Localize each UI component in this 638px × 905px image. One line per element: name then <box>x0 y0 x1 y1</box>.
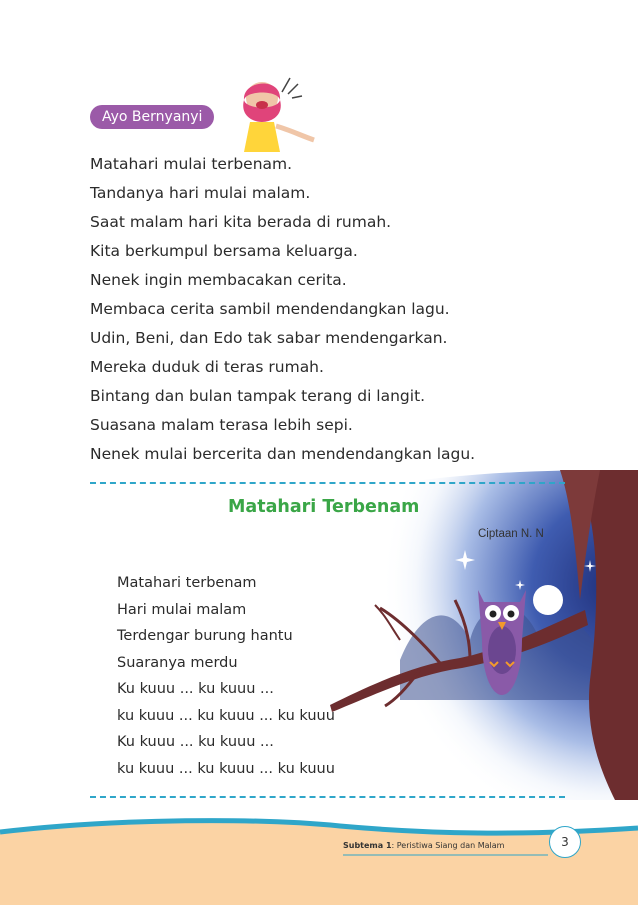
story-line: Mereka duduk di teras rumah. <box>90 358 324 376</box>
lyric-line: Matahari terbenam <box>117 575 257 591</box>
story-line: Tandanya hari mulai malam. <box>90 184 311 202</box>
lyric-line: Ku kuuu ... ku kuuu ... <box>117 734 274 750</box>
story-line: Saat malam hari kita berada di rumah. <box>90 213 392 231</box>
story-line: Nenek mulai bercerita dan mendendangkan lagu. <box>90 445 476 463</box>
page-number: 3 <box>549 826 581 858</box>
story-line: Membaca cerita sambil mendendangkan lagu. <box>90 300 450 318</box>
story-line: Nenek ingin membacakan cerita. <box>90 271 347 289</box>
subtema-label: Subtema 1 <box>343 841 392 850</box>
lyric-line: Terdengar burung hantu <box>117 628 293 644</box>
song-credit: Ciptaan N. N <box>478 528 544 540</box>
story-line: Suasana malam terasa lebih sepi. <box>90 416 353 434</box>
lyric-line: ku kuuu ... ku kuuu ... ku kuuu <box>117 760 335 777</box>
subtema-title: : Peristiwa Siang dan Malam <box>391 841 505 850</box>
story-line: Kita berkumpul bersama keluarga. <box>90 242 358 260</box>
lyric-line: Suaranya merdu <box>117 654 238 671</box>
footer-wave <box>0 800 638 905</box>
lyric-line: Hari mulai malam <box>117 601 247 618</box>
story-line: Matahari mulai terbenam. <box>90 155 293 173</box>
story-line: Udin, Beni, dan Edo tak sabar mendengarkan. <box>90 329 448 347</box>
footer-subtema <box>343 841 504 850</box>
divider-bottom <box>90 796 565 798</box>
story-text <box>90 150 475 469</box>
song-lyrics <box>117 570 335 782</box>
story-line: Bintang dan bulan tampak terang di langit. <box>90 387 426 405</box>
section-badge: Ayo Bernyanyi <box>90 105 214 129</box>
singing-girl-icon <box>232 70 328 152</box>
lyric-line: Ku kuuu ... ku kuuu ... <box>117 681 274 697</box>
song-title: Matahari Terbenam <box>228 497 420 517</box>
divider-top <box>90 482 565 484</box>
lyric-line: ku kuuu ... ku kuuu ... ku kuuu <box>117 707 335 724</box>
